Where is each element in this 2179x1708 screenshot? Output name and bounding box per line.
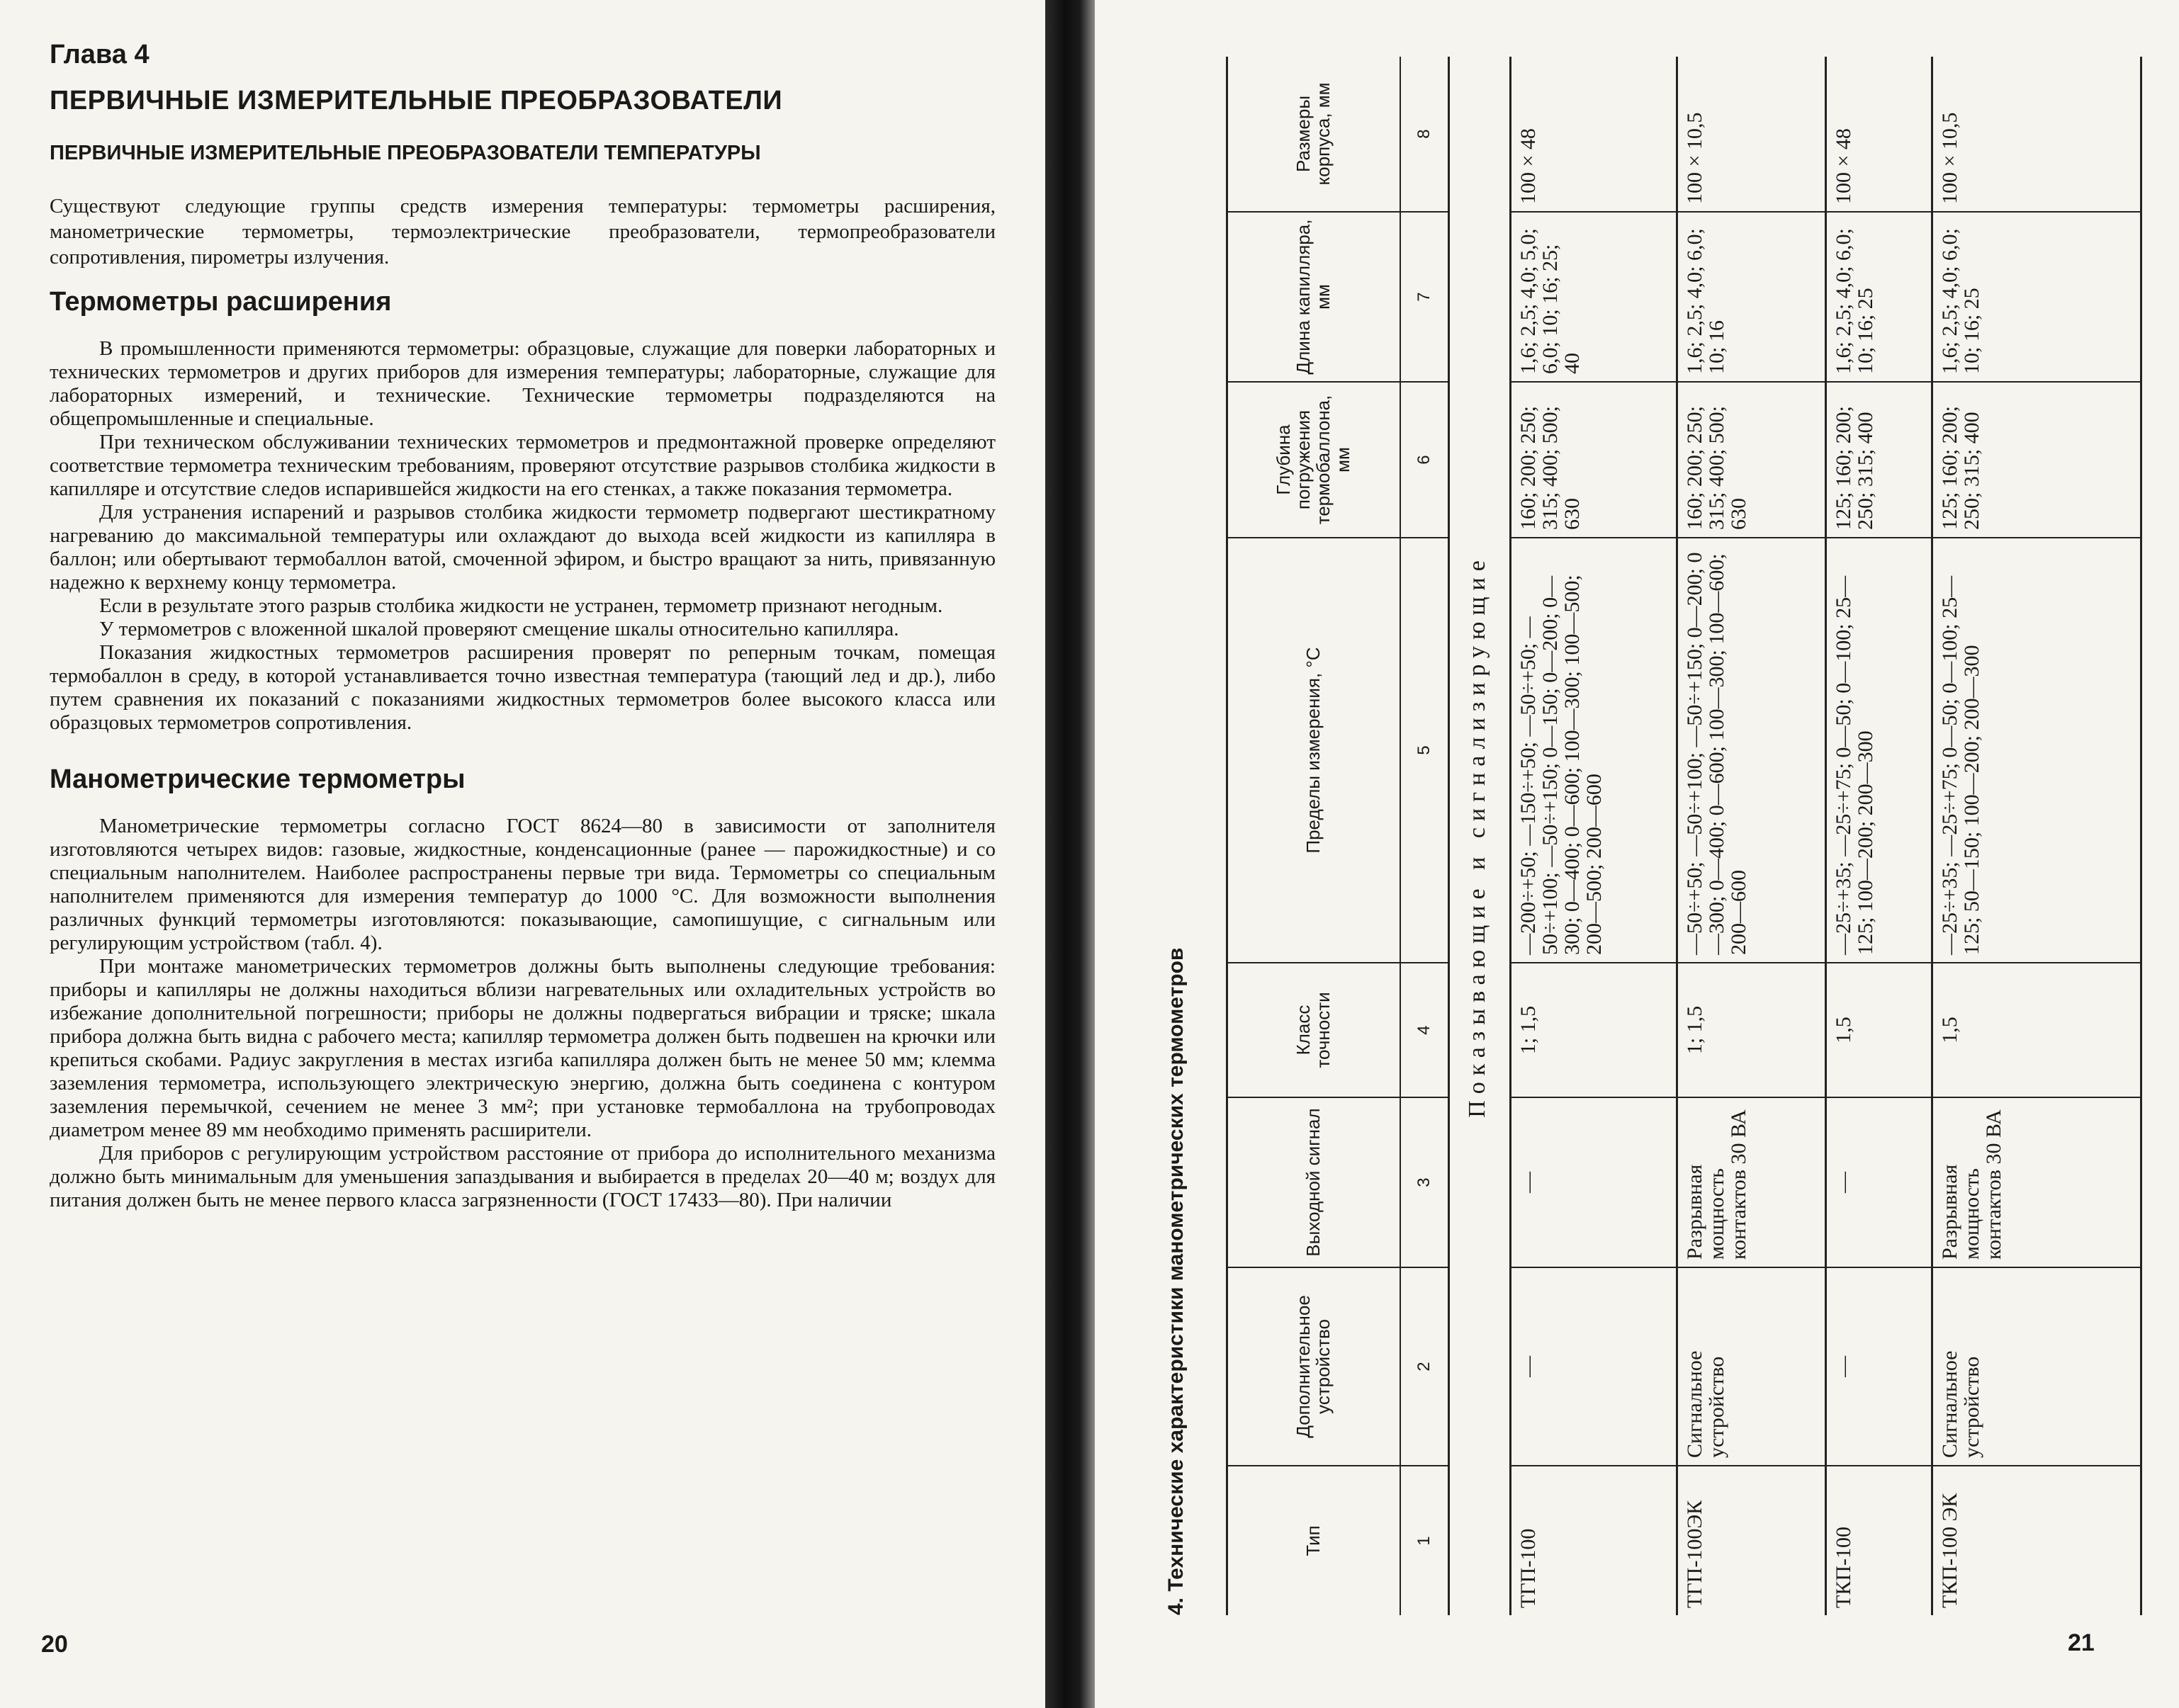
cell-device: —	[1511, 1268, 1678, 1466]
header-cell	[1228, 538, 1448, 963]
paragraph: В промышленности применяются термометры: образцовые, служащие для поверки лабораторных и технических термометров и других приборов для измерения температуры; лабораторные, служащие для лабораторных измерений, и технические. Технические термометры подразделяются на общепромышленные и специальные.	[50, 337, 996, 430]
cell-accuracy: 1; 1,5	[1678, 963, 1827, 1098]
column-number: 1	[1400, 1466, 1448, 1615]
table-bottom-rule	[2140, 57, 2142, 1615]
section-heading-expansion: Термометры расширения	[50, 287, 392, 317]
cell-type: ТКП-100 ЭК	[1938, 1493, 1961, 1608]
header-label: Глубина погружения термобаллона, мм	[1273, 395, 1353, 525]
cell-type: ТКП-100	[1832, 1527, 1855, 1608]
cell-accuracy: 1; 1,5	[1511, 963, 1678, 1098]
column-number: 4	[1400, 963, 1448, 1097]
cell-size: 100 × 48	[1511, 57, 1678, 213]
header-cell	[1228, 1268, 1448, 1466]
header-label: Тип	[1302, 1525, 1324, 1556]
paragraph: При техническом обслуживании технических термометров и предмонтажной проверке определяют соответствие термометра техническим требованиям, проверяют отсутствие разрывов столбика жидкости в капилляре и отсутствие следов испарившейся жидкости на его стенках, а также показания термометра.	[50, 431, 996, 500]
header-cell	[1228, 57, 1448, 213]
intro-paragraph: Существуют следующие группы средств измерения температуры: термометры расширения, манометрические термометры, термоэлектрические преобразователи, термопреобразователи сопротивления, пирометры излучения.	[50, 195, 996, 268]
cell-depth: 160; 200; 250; 315; 400; 500; 630	[1678, 383, 1827, 538]
header-cell	[1228, 383, 1448, 538]
paragraph: Показания жидкостных термометров расширения проверят по реперным точкам, помещая термобаллон в среду, в которой устанавливается точно известная температура (тающий лед и др.), либо путем сравнения их показаний с показаниями жидкостных термометров более высокого класса или образцовых термометров сопротивления.	[50, 641, 996, 734]
cell-device: Сигнальное устройство	[1933, 1268, 2142, 1466]
column-number: 2	[1400, 1268, 1448, 1465]
cell-device: —	[1827, 1268, 1933, 1466]
cell-capillary: 1,6; 2,5; 4,0; 6,0; 10; 16	[1678, 213, 1827, 383]
table-row	[1825, 57, 1933, 1615]
cell-size: 100 × 10,5	[1678, 57, 1827, 213]
cell-depth: 125; 160; 200; 250; 315; 400	[1933, 383, 2142, 538]
cell-limits: —50÷+50; —50÷+100; —50÷+150; 0—200; 0—300; 0—400; 0—600; 100—300; 100—600; 200—600	[1678, 538, 1827, 963]
paragraph: У термометров с вложенной шкалой проверяют смещение шкалы относительно капилляра.	[99, 618, 899, 640]
column-number: 8	[1400, 57, 1448, 211]
cell-capillary: 1,6; 2,5; 4,0; 5,0; 6,0; 10; 16; 25; 40	[1511, 213, 1678, 383]
cell-signal: —	[1511, 1098, 1678, 1268]
header-label: Длина капилляра, мм	[1293, 219, 1334, 375]
section-expansion-body	[50, 337, 996, 735]
column-number: 5	[1400, 538, 1448, 962]
paragraph: При монтаже манометрических термометров должны быть выполнены следующие требования: приборы и капилляры не должны находиться вблизи нагревательных или охладительных устройств во избежание дополнительной погрешности; приборы не должны подвергаться вибрации и тряске; шкала прибора должна быть видна с рабочего места; капилляр термометра должен быть подвешен на крючки или крепиться скобами. Радиус закругления в местах изгиба капилляра должен быть не менее 50 мм; клемма заземления термометра, использующего электрическую энергию, должна быть соединена с контуром заземления перемычкой, сечением не менее 3 мм²; при установке термобаллона на трубопроводах диаметром менее 89 мм необходимо применять расширители.	[50, 955, 996, 1141]
column-number: 7	[1400, 213, 1448, 381]
page-number-left: 20	[41, 1631, 68, 1658]
cell-depth: 160; 200; 250; 315; 400; 500; 630	[1511, 383, 1678, 538]
cell-depth: 125; 160; 200; 250; 315; 400	[1827, 383, 1933, 538]
chapter-label: Глава 4	[50, 40, 150, 69]
table-caption: 4. Технические характеристики манометрических термометров	[1164, 947, 1188, 1615]
cell-limits: —200÷+50; —150÷+50; —50÷+50; —50÷+100; —50÷+150; 0—150; 0—200; 0—300; 0—400; 0—600; 100—300; 100—500; 200—500; 200—600	[1511, 538, 1678, 963]
cell-signal: Разрывная мощность контактов 30 ВА	[1933, 1098, 2142, 1268]
header-label: Класс точности	[1293, 992, 1334, 1068]
cell-signal: —	[1827, 1098, 1933, 1268]
section-heading-manometric: Манометрические термометры	[50, 764, 466, 794]
section-subtitle: ПЕРВИЧНЫЕ ИЗМЕРИТЕЛЬНЫЕ ПРЕОБРАЗОВАТЕЛИ ТЕМПЕРАТУРЫ	[50, 142, 761, 164]
cell-limits: —25÷+35; —25÷+75; 0—50; 0—100; 25—125; 100—200; 200—300	[1827, 538, 1933, 963]
header-cell	[1228, 1098, 1448, 1268]
cell-capillary: 1,6; 2,5; 4,0; 6,0; 10; 16; 25	[1933, 213, 2142, 383]
left-column	[50, 40, 996, 1212]
page-number-right: 21	[2068, 1629, 2095, 1656]
paragraph: Для приборов с регулирующим устройством расстояние от прибора до исполнительного механизма должно быть минимальным для уменьшения запаздывания и выбирается в пределах 20—40 м; воздух для питания должен быть не менее первого класса загрязненности (ГОСТ 17433—80). При наличии	[50, 1142, 996, 1211]
table-row	[1931, 57, 2142, 1615]
paragraph: Манометрические термометры согласно ГОСТ 8624—80 в зависимости от заполнителя изготовляются четырех видов: газовые, жидкостные, конденсационные (ранее — парожидкостные) и со специальным наполнителем. Наиболее распространены первые три вида. Термометры со специальным наполнителем применяются для измерения температур до 1000 °С. Для возможности выполнения различных функций термометры изготовляются: показывающие, самопишущие, с сигнальным или регулирующим устройством (табл. 4).	[50, 815, 996, 954]
cell-capillary: 1,6; 2,5; 4,0; 6,0; 10; 16; 25	[1827, 213, 1933, 383]
paragraph: Если в результате этого разрыв столбика жидкости не устранен, термометр признают негодным.	[99, 594, 943, 617]
cell-size: 100 × 48	[1827, 57, 1933, 213]
section-manometric-body	[50, 815, 996, 1212]
column-number: 6	[1400, 383, 1448, 537]
paragraph: Для устранения испарений и разрывов столбика жидкости термометр подвергают шестикратному нагреванию до максимальной температуры или охлаждают до выхода всей жидкости из капилляра в баллон; или обертывают термобаллон ватой, смоченной эфиром, и быстро вращают за нить, привязанную надежно к верхнему концу термометра.	[50, 501, 996, 594]
cell-device: Сигнальное устройство	[1678, 1268, 1827, 1466]
cell-type: ТГП-100ЭК	[1683, 1500, 1706, 1608]
header-cell	[1228, 963, 1448, 1098]
chapter-title: ПЕРВИЧНЫЕ ИЗМЕРИТЕЛЬНЫЕ ПРЕОБРАЗОВАТЕЛИ	[50, 86, 783, 115]
column-number: 3	[1400, 1098, 1448, 1267]
header-label: Размеры корпуса, мм	[1293, 82, 1334, 186]
header-label: Выходной сигнал	[1302, 1108, 1324, 1257]
cell-type: ТГП-100	[1516, 1528, 1540, 1608]
group-label: Показывающие и сигнализирующие	[1464, 554, 1490, 1118]
cell-accuracy: 1,5	[1827, 963, 1933, 1098]
table-row	[1509, 57, 1678, 1615]
header-cell	[1228, 1466, 1448, 1615]
header-label: Пределы измерения, °С	[1302, 647, 1324, 854]
table-header	[1226, 57, 1450, 1615]
cell-accuracy: 1,5	[1933, 963, 2142, 1098]
cell-signal: Разрывная мощность контактов 30 ВА	[1678, 1098, 1827, 1268]
book-spine	[1045, 0, 1095, 1708]
table-row	[1676, 57, 1827, 1615]
cell-size: 100 × 10,5	[1933, 57, 2142, 213]
header-cell	[1228, 213, 1448, 383]
rotated-table	[1155, 57, 2147, 1615]
header-label: Дополнительное устройство	[1293, 1295, 1334, 1438]
cell-limits: —25÷+35; —25÷+75; 0—50; 0—100; 25—125; 50—150; 100—200; 200—300	[1933, 538, 2142, 963]
